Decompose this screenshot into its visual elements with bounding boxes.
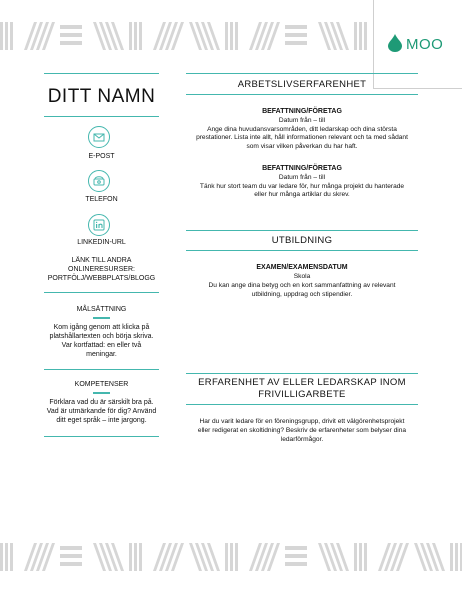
- pattern-mark: [450, 543, 462, 571]
- links-line-3[interactable]: PORTFÖLJ/WEBBPLATS/BLOGG: [47, 275, 156, 282]
- leadership-line-1: Har du varit ledare för en föreningsgrupp, drivit ett välgörenhetsprojekt: [199, 418, 405, 425]
- pattern-mark: [225, 543, 238, 571]
- logo-text: MOO: [406, 36, 444, 53]
- experience-title: ARBETSLIVSERFARENHET: [237, 79, 367, 90]
- pattern-mark: [318, 22, 349, 50]
- school-name: Skola: [293, 273, 311, 280]
- pattern-mark: [378, 543, 409, 571]
- job-1-title: BEFATTNING/FÖRETAG: [262, 108, 342, 115]
- education-line-1: Du kan ange dina betyg och en kort sammanfattning av relevant: [208, 282, 396, 289]
- pattern-mark: [354, 22, 367, 50]
- skills-line-2: Vad är utmärkande för dig? Använd: [46, 408, 157, 415]
- links-line-1: LÄNK TILL ANDRA: [71, 257, 132, 264]
- divider: [186, 373, 418, 374]
- job-1-line-2: prestationer. Lista inte allt, håll informationen relevant och ta med sådant: [196, 134, 408, 141]
- moo-logo: [373, 0, 462, 89]
- leadership-line-2: eller redigerat en skoltidning? Beskriv de erfarenheter som belyser dina: [197, 427, 407, 434]
- phone-icon: [88, 170, 110, 192]
- job-2-line-2: eller hur många artiklar du skrev.: [254, 191, 350, 198]
- pattern-mark: [60, 25, 82, 45]
- education-line-2: utbildning, uppdrag och stipendier.: [251, 291, 353, 298]
- job-1-line-3: som visar vilken påverkan du har haft.: [246, 143, 358, 150]
- objective-line-2: platshållartexten och börja skriva.: [49, 333, 154, 340]
- pattern-mark: [24, 543, 55, 571]
- email-label[interactable]: E-POST: [88, 153, 115, 160]
- degree-title: EXAMEN/EXAMENSDATUM: [256, 264, 348, 271]
- pattern-mark: [249, 543, 280, 571]
- skills-line-1: Förklara vad du är särskilt bra på.: [49, 399, 154, 406]
- pattern-mark: [249, 22, 280, 50]
- leadership-line-3: ledarförmågor.: [280, 436, 324, 443]
- pattern-mark: [129, 543, 142, 571]
- job-1-dates: Datum från – till: [278, 117, 326, 124]
- divider: [186, 94, 418, 95]
- linkedin-label[interactable]: LINKEDIN-URL: [77, 239, 126, 246]
- divider: [186, 250, 418, 251]
- footer-pattern-band: [0, 543, 462, 571]
- title-accent: [93, 392, 110, 394]
- pattern-mark: [285, 25, 307, 45]
- phone-label[interactable]: TELEFON: [85, 196, 118, 203]
- leadership-title-line-1: ERFARENHET AV ELLER LEDARSKAP INOM: [198, 377, 406, 388]
- objective-line-4: meningar.: [86, 351, 117, 358]
- leadership-title-line-2: FRIVILLIGARBETE: [258, 389, 346, 400]
- pattern-mark: [285, 546, 307, 566]
- divider: [44, 292, 159, 293]
- pattern-mark: [129, 22, 142, 50]
- pattern-mark: [93, 22, 124, 50]
- pattern-mark: [153, 22, 184, 50]
- job-2-dates: Datum från – till: [278, 174, 326, 181]
- divider: [44, 73, 159, 74]
- pattern-mark: [189, 22, 220, 50]
- footer-pattern: [0, 543, 462, 571]
- objective-title: MÅLSÄTTNING: [76, 306, 127, 313]
- objective-line-3: Var kortfattad: en eller två: [61, 342, 142, 349]
- pattern-mark: [0, 543, 13, 571]
- divider: [186, 230, 418, 231]
- skills-title: KOMPETENSER: [74, 381, 129, 388]
- divider: [186, 73, 418, 74]
- pattern-mark: [354, 543, 367, 571]
- objective-line-1: Kom igång genom att klicka på: [53, 324, 150, 331]
- education-title: UTBILDNING: [271, 235, 333, 246]
- pattern-mark: [414, 543, 445, 571]
- linkedin-icon: [88, 214, 110, 236]
- pattern-mark: [225, 22, 238, 50]
- pattern-mark: [24, 22, 55, 50]
- email-icon: [88, 126, 110, 148]
- job-1-line-1: Ange dina huvudansvarsområden, ditt ledarskap och dina största: [207, 126, 397, 133]
- pattern-mark: [318, 543, 349, 571]
- pattern-mark: [189, 543, 220, 571]
- pattern-mark: [153, 543, 184, 571]
- pattern-mark: [0, 22, 13, 50]
- divider: [186, 404, 418, 405]
- pattern-mark: [93, 543, 124, 571]
- candidate-name: DITT NAMN: [47, 86, 156, 107]
- divider: [44, 436, 159, 437]
- job-2-title: BEFATTNING/FÖRETAG: [262, 165, 342, 172]
- title-accent: [93, 317, 110, 319]
- skills-line-3: ditt eget språk – inte jargong.: [56, 417, 147, 424]
- links-line-2: ONLINERESURSER:: [68, 266, 135, 273]
- drop-icon: [388, 34, 402, 52]
- pattern-mark: [60, 546, 82, 566]
- divider: [44, 369, 159, 370]
- divider: [44, 116, 159, 117]
- job-2-line-1: Tänk hur stort team du var ledare för, hur många projekt du hanterade: [199, 183, 405, 190]
